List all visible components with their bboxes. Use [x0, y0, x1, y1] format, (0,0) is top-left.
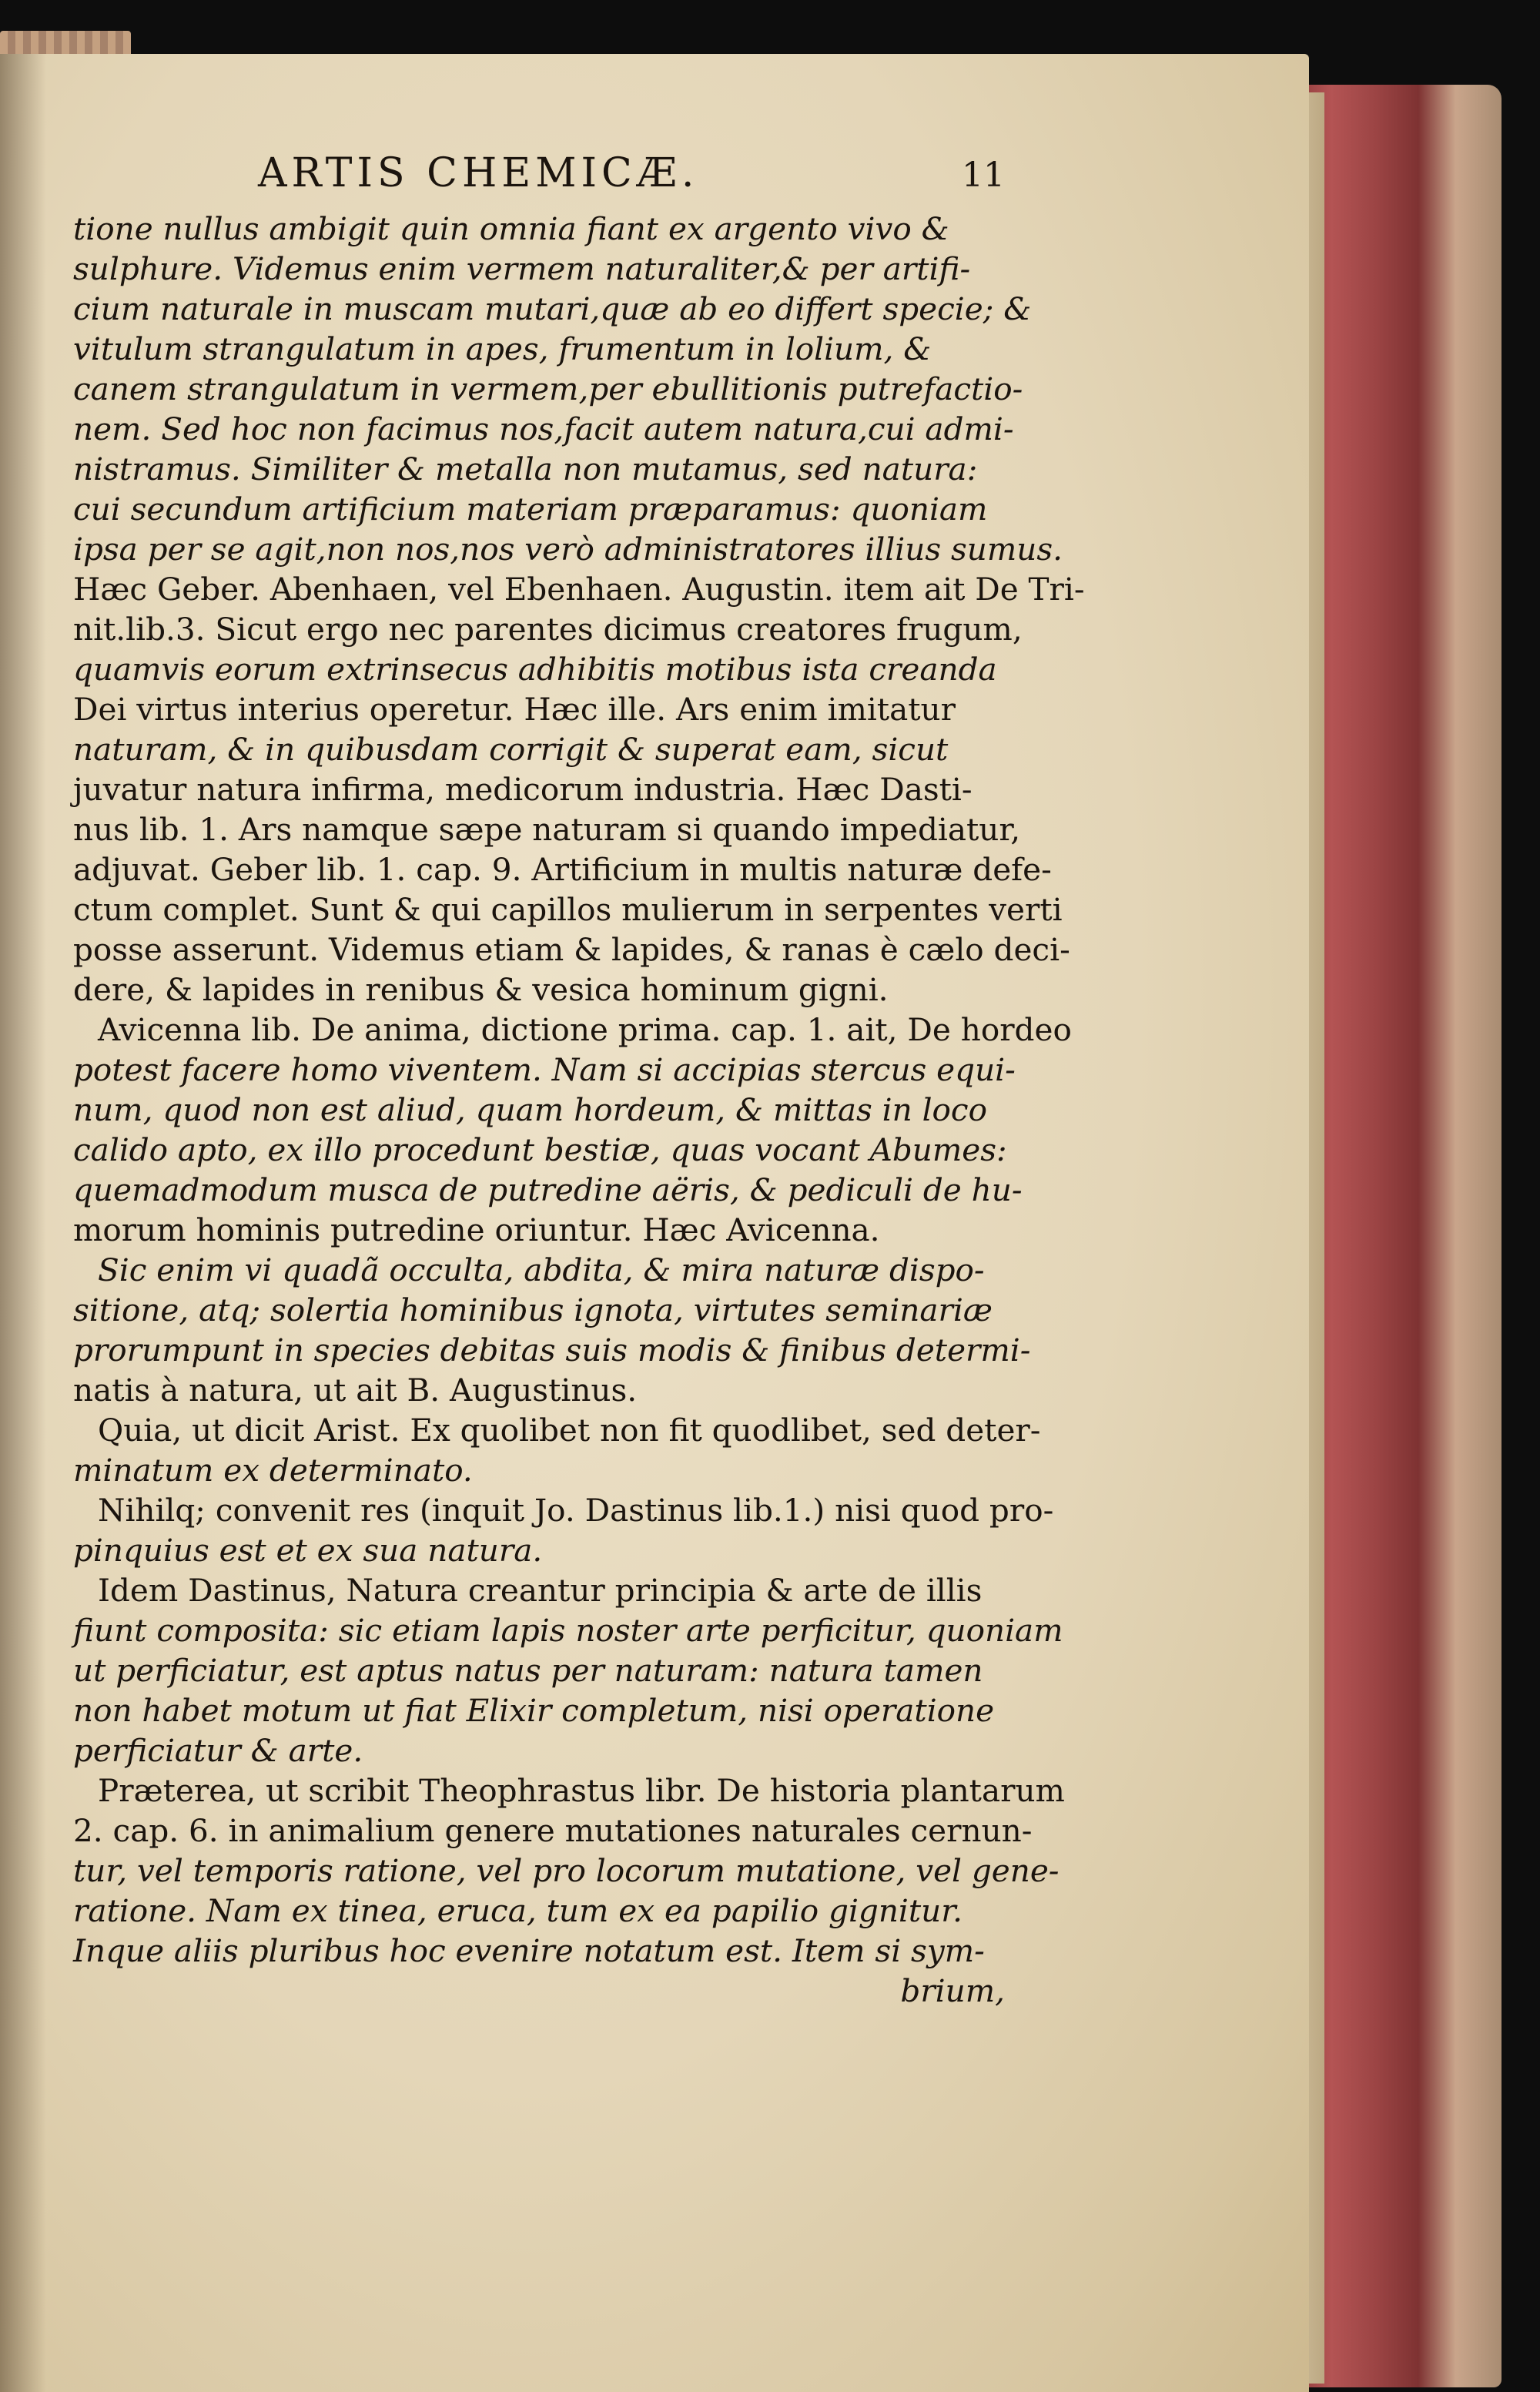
catchword: brium, [900, 1972, 1005, 2009]
text-line: Sic enim vi quadã occulta, abdita, & mira naturæ dispo- [98, 1251, 985, 1288]
text-line: ctum complet. Sunt & qui capillos mulierum in serpentes verti [73, 891, 1063, 928]
text-line: tione nullus ambigit quin omnia fiant ex argento vivo & [73, 210, 949, 247]
text-line: Nihilq; convenit res (inquit Jo. Dastinus lib.1.) nisi quod pro- [98, 1492, 1054, 1529]
text-line: sulphure. Videmus enim vermem naturaliter,& per artifi- [73, 250, 971, 287]
text-line: pinquius est et ex sua natura. [73, 1532, 543, 1569]
text-line: minatum ex determinato. [73, 1452, 473, 1489]
text-line: cui secundum artificium materiam præparamus: quoniam [73, 491, 988, 528]
text-line: 2. cap. 6. in animalium genere mutationes naturales cernun- [73, 1812, 1033, 1849]
gutter-shadow [0, 54, 46, 2392]
text-line: fiunt composita: sic etiam lapis noster arte perficitur, quoniam [73, 1612, 1063, 1649]
text-line: adjuvat. Geber lib. 1. cap. 9. Artificium in multis naturæ defe- [73, 851, 1052, 888]
page-number: 11 [962, 156, 1005, 195]
text-line: nem. Sed hoc non facimus nos,facit autem natura,cui admi- [73, 410, 1014, 447]
text-line: Idem Dastinus, Natura creantur principia & arte de illis [98, 1572, 983, 1609]
text-line: non habet motum ut fiat Elixir completum, nisi operatione [73, 1692, 995, 1729]
text-line: natis à natura, ut ait B. Augustinus. [73, 1372, 638, 1409]
text-line: Avicenna lib. De anima, dictione prima. cap. 1. ait, De hordeo [98, 1011, 1072, 1048]
text-line: canem strangulatum in vermem,per ebullitionis putrefactio- [73, 370, 1023, 407]
text-line: ratione. Nam ex tinea, eruca, tum ex ea papilio gignitur. [73, 1892, 963, 1929]
text-line: nistramus. Similiter & metalla non mutamus, sed natura: [73, 451, 978, 487]
page-content [73, 150, 1085, 2011]
text-line: Præterea, ut scribit Theophrastus libr. De historia plantarum [98, 1772, 1065, 1809]
book-fore-edge [1294, 85, 1502, 2387]
text-line: juvatur natura infirma, medicorum industria. Hæc Dasti- [73, 771, 973, 808]
text-line: ut perficiatur, est aptus natus per naturam: natura tamen [73, 1652, 983, 1689]
text-line: sitione, atq; solertia hominibus ignota, virtutes seminariæ [73, 1291, 993, 1328]
text-line: num, quod non est aliud, quam hordeum, & mittas in loco [73, 1091, 987, 1128]
text-line: nit.lib.3. Sicut ergo nec parentes dicimus creatores frugum, [73, 611, 1023, 648]
text-line: perficiatur & arte. [73, 1732, 363, 1769]
text-line: quemadmodum musca de putredine aëris, & pediculi de hu- [73, 1171, 1023, 1208]
text-line: quamvis eorum extrinsecus adhibitis motibus ista creanda [73, 651, 997, 688]
running-title: ARTIS CHEMICÆ. [258, 150, 699, 196]
text-line: Hæc Geber. Abenhaen, vel Ebenhaen. Augustin. item ait De Tri- [73, 571, 1085, 608]
text-line: nus lib. 1. Ars namque sæpe naturam si quando impediatur, [73, 811, 1021, 848]
text-line: potest facere homo viventem. Nam si accipias stercus equi- [73, 1051, 1016, 1088]
text-line: calido apto, ex illo procedunt bestiæ, quas vocant Abumes: [73, 1131, 1007, 1168]
text-line: tur, vel temporis ratione, vel pro locorum mutatione, vel gene- [73, 1852, 1060, 1889]
text-line: posse asserunt. Videmus etiam & lapides, & ranas è cælo deci- [73, 931, 1070, 968]
text-line: dere, & lapides in renibus & vesica hominum gigni. [73, 971, 889, 1008]
text-line: Dei virtus interius operetur. Hæc ille. Ars enim imitatur [73, 691, 956, 728]
text-line: naturam, & in quibusdam corrigit & superat eam, sicut [73, 731, 949, 768]
text-line: Quia, ut dicit Arist. Ex quolibet non fit quodlibet, sed deter- [98, 1412, 1041, 1449]
text-block [73, 209, 1085, 1971]
text-line: cium naturale in muscam mutari,quæ ab eo differt specie; & [73, 290, 1032, 327]
text-line: Inque aliis pluribus hoc evenire notatum est. Item si sym- [73, 1932, 985, 1969]
text-line: vitulum strangulatum in apes, frumentum in lolium, & [73, 330, 932, 367]
running-header [73, 150, 1005, 204]
text-line: ipsa per se agit,non nos,nos verò administratores illius sumus. [73, 531, 1063, 568]
text-line: prorumpunt in species debitas suis modis & finibus determi- [73, 1332, 1031, 1369]
text-line: morum hominis putredine oriuntur. Hæc Avicenna. [73, 1211, 880, 1248]
